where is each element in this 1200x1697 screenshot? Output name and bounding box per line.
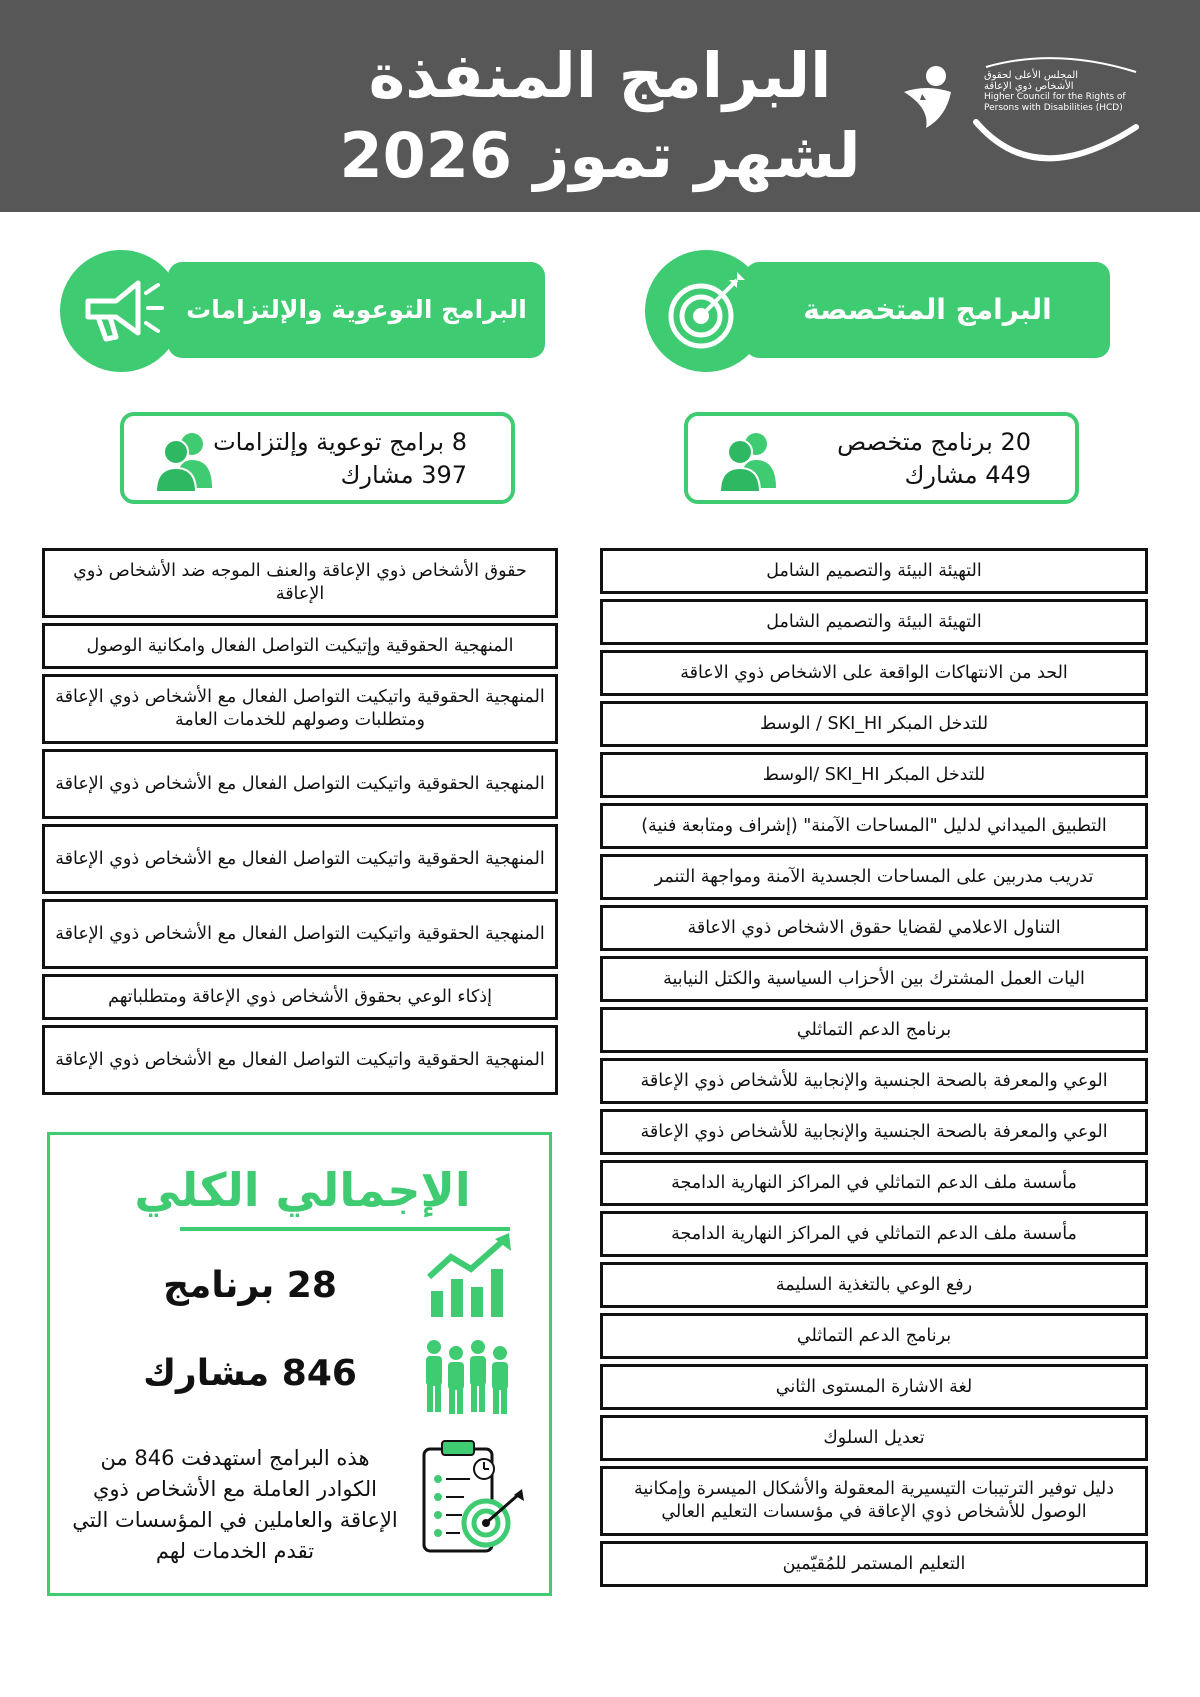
page-header: [0, 0, 1200, 212]
title-line-2: لشهر تموز 2026: [339, 119, 861, 192]
page-title: [300, 36, 900, 196]
total-title: الإجمالي الكلي: [134, 1163, 471, 1217]
specialized-program-row: لغة الاشارة المستوى الثاني: [600, 1364, 1148, 1410]
awareness-program-row: إذكاء الوعي بحقوق الأشخاص ذوي الإعاقة ومتطلباتهم: [42, 974, 558, 1020]
group-people-icon: [422, 1339, 514, 1415]
specialized-program-row: التعليم المستمر للمُقيّمين: [600, 1541, 1148, 1587]
target-icon: [645, 250, 767, 372]
total-participants: 846 مشارك: [143, 1353, 357, 1394]
awareness-banner: [60, 250, 545, 348]
awareness-banner-title: البرامج التوعوية والإلتزامات: [168, 262, 545, 358]
specialized-banner-title: البرامج المتخصصة: [745, 262, 1110, 358]
specialized-program-row: برنامج الدعم التماثلي: [600, 1007, 1148, 1053]
specialized-program-row: اليات العمل المشترك بين الأحزاب السياسية والكتل النيابية: [600, 956, 1148, 1002]
awareness-program-row: المنهجية الحقوقية وإتيكيت التواصل الفعال وامكانية الوصول: [42, 623, 558, 669]
awareness-program-row: حقوق الأشخاص ذوي الإعاقة والعنف الموجه ضد الأشخاص ذوي الإعاقة: [42, 548, 558, 618]
specialized-program-row: تعديل السلوك: [600, 1415, 1148, 1461]
growth-chart-icon: [425, 1231, 515, 1321]
total-description: هذه البرامج استهدفت 846 من الكوادر العاملة مع الأشخاص ذوي الإعاقة والعاملين في المؤسسات التي تقدم الخدمات لهم: [72, 1446, 398, 1563]
awareness-program-row: المنهجية الحقوقية واتيكيت التواصل الفعال مع الأشخاص ذوي الإعاقة: [42, 899, 558, 969]
specialized-program-row: دليل توفير الترتيبات التيسيرية المعقولة والأشكال الميسرة وإمكانية الوصول للأشخاص ذوي الإعاقة في مؤسسات التعليم العالي: [600, 1466, 1148, 1536]
specialized-program-row: التطبيق الميداني لدليل "المساحات الآمنة" (إشراف ومتابعة فنية): [600, 803, 1148, 849]
megaphone-icon: [60, 250, 182, 372]
total-summary-box: [47, 1132, 552, 1596]
specialized-program-row: التهيئة البيئة والتصميم الشامل: [600, 548, 1148, 594]
specialized-program-row: الحد من الانتهاكات الواقعة على الاشخاص ذوي الاعاقة: [600, 650, 1148, 696]
specialized-program-row: للتدخل المبكر SKI_HI / الوسط: [600, 701, 1148, 747]
awareness-participant-count: 397 مشارك: [340, 461, 467, 489]
hcd-logo: [896, 52, 1146, 162]
clipboard-target-icon: [418, 1439, 528, 1557]
specialized-program-row: رفع الوعي بالتغذية السليمة: [600, 1262, 1148, 1308]
specialized-participant-count: 449 مشارك: [904, 461, 1031, 489]
specialized-program-row: مأسسة ملف الدعم التماثلي في المراكز النهارية الدامجة: [600, 1160, 1148, 1206]
awareness-program-row: المنهجية الحقوقية واتيكيت التواصل الفعال مع الأشخاص ذوي الإعاقة: [42, 1025, 558, 1095]
awareness-program-row: المنهجية الحقوقية واتيكيت التواصل الفعال مع الأشخاص ذوي الإعاقة: [42, 749, 558, 819]
awareness-program-row: المنهجية الحقوقية واتيكيت التواصل الفعال مع الأشخاص ذوي الإعاقة: [42, 824, 558, 894]
awareness-program-row: المنهجية الحقوقية واتيكيت التواصل الفعال مع الأشخاص ذوي الإعاقة ومتطلبات وصولهم للخدمات العامة: [42, 674, 558, 744]
specialized-program-row: تدريب مدربين على المساحات الجسدية الآمنة ومواجهة التنمر: [600, 854, 1148, 900]
specialized-banner: [645, 250, 1110, 348]
specialized-program-row: التهيئة البيئة والتصميم الشامل: [600, 599, 1148, 645]
title-line-1: البرامج المنفذة: [368, 39, 832, 112]
specialized-program-row: مأسسة ملف الدعم التماثلي في المراكز النهارية الدامجة: [600, 1211, 1148, 1257]
people-icon: [718, 430, 778, 492]
logo-text: المجلس الأعلى لحقوق الأشخاص ذوي الإعاقة Higher Council for the Rights of Persons with Disabilities (HCD): [984, 70, 1126, 113]
specialized-program-count: 20 برنامج متخصص: [837, 428, 1031, 456]
specialized-program-row: الوعي والمعرفة بالصحة الجنسية والإنجابية للأشخاص ذوي الإعاقة: [600, 1109, 1148, 1155]
specialized-program-row: للتدخل المبكر SKI_HI /الوسط: [600, 752, 1148, 798]
people-icon: [154, 430, 214, 492]
logo-figure-icon: [896, 62, 966, 132]
awareness-stat-box: [120, 412, 515, 504]
specialized-program-row: الوعي والمعرفة بالصحة الجنسية والإنجابية للأشخاص ذوي الإعاقة: [600, 1058, 1148, 1104]
specialized-program-row: التناول الاعلامي لقضايا حقوق الاشخاص ذوي الاعاقة: [600, 905, 1148, 951]
awareness-program-count: 8 برامج توعوية وإلتزامات: [213, 428, 467, 456]
specialized-program-row: برنامج الدعم التماثلي: [600, 1313, 1148, 1359]
specialized-stat-box: [684, 412, 1079, 504]
total-programs: 28 برنامج: [163, 1265, 337, 1306]
